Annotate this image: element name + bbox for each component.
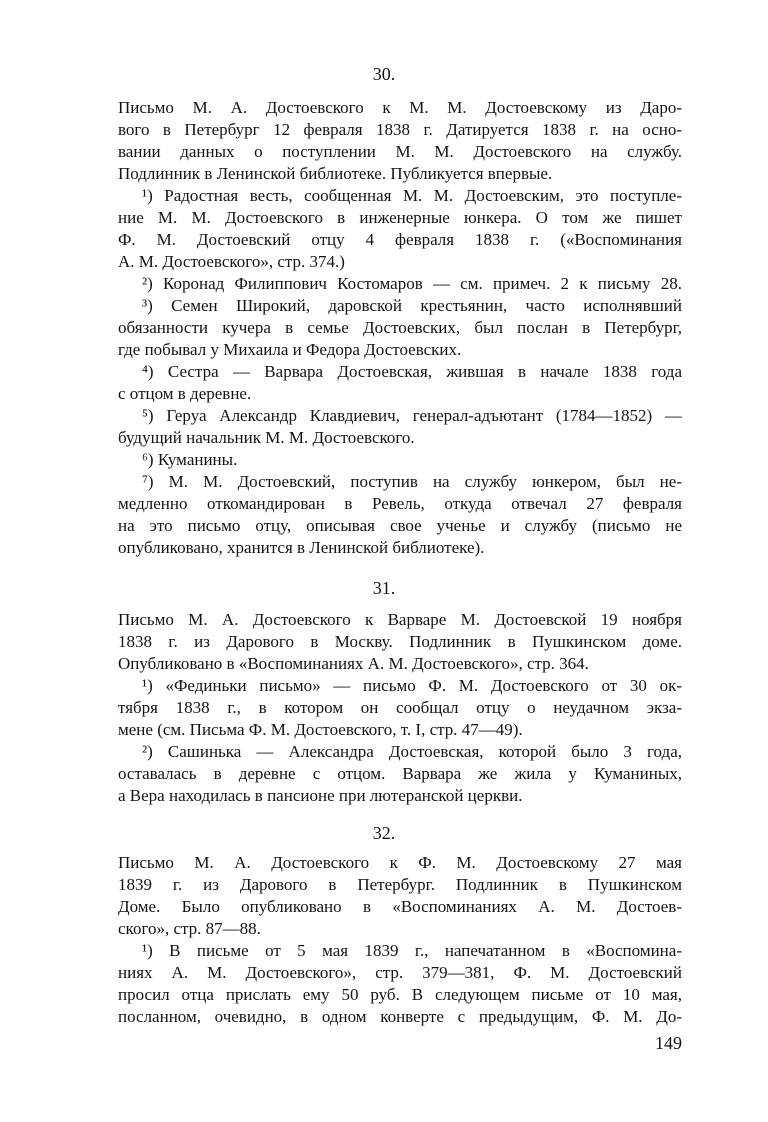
text-line: вого в Петербург 12 февраля 1838 г. Датируется 1838 г. на осно- [118, 120, 682, 139]
footnote-line: ²) Сашинька — Александра Достоевская, которой было 3 года, [142, 742, 682, 761]
text-line: 1838 г. из Дарового в Москву. Подлинник в Пушкинском доме. [118, 632, 682, 651]
footnote-line: ¹) В письме от 5 мая 1839 г., напечатанном в «Воспомина- [142, 941, 682, 960]
footnote-line: где побывал у Михаила и Федора Достоевских. [118, 340, 462, 359]
footnote-line: Ф. М. Достоевский отцу 4 февраля 1838 г. («Воспоминания [118, 230, 682, 249]
footnote-line: обязанности кучера в семье Достоевских, был послан в Петербург, [118, 318, 682, 337]
footnote-line: тября 1838 г., в котором он сообщал отцу о неудачном экза- [118, 698, 682, 717]
footnote-line: ²) Коронад Филиппович Костомаров — см. примеч. 2 к письму 28. [142, 274, 682, 293]
footnote-line: ниях А. М. Достоевского», стр. 379—381, Ф. М. Достоевский [118, 963, 682, 982]
footnote-line: ние М. М. Достоевского в инженерные юнкера. О том же пишет [118, 208, 682, 227]
footnote-line: ⁴) Сестра — Варвара Достоевская, жившая в начале 1838 года [142, 362, 682, 381]
text-line: вании данных о поступлении М. М. Достоевского на службу. [118, 142, 682, 161]
footnote-line: а Вера находилась в пансионе при лютеранской церкви. [118, 786, 523, 805]
footnote-line: ⁷) М. М. Достоевский, поступив на службу юнкером, был не- [142, 472, 682, 491]
text-line: ского», стр. 87—88. [118, 919, 261, 938]
section-heading-31: 31. [372, 578, 396, 598]
text-line: Подлинник в Ленинской библиотеке. Публикуется впервые. [118, 164, 553, 183]
footnote-line: мене (см. Письма Ф. М. Достоевского, т. I, стр. 47—49). [118, 720, 523, 739]
footnote-line: ⁵) Геруа Александр Клавдиевич, генерал-адъютант (1784—1852) — [142, 406, 682, 425]
footnote-line: просил отца прислать ему 50 руб. В следующем письме от 10 мая, [118, 985, 682, 1004]
text-line: Письмо М. А. Достоевского к Варваре М. Достоевской 19 ноября [118, 610, 682, 629]
text-line: Письмо М. А. Достоевского к М. М. Достоевскому из Даро- [118, 98, 682, 117]
text-line: Доме. Было опубликовано в «Воспоминаниях А. М. Достоев- [118, 897, 682, 916]
section-32-body [118, 852, 682, 1028]
footnote-line: будущий начальник М. М. Достоевского. [118, 428, 415, 447]
section-30-body [118, 97, 682, 559]
footnote-line: ⁶) Куманины. [142, 450, 238, 469]
footnote-line: ¹) «Фединьки письмо» — письмо Ф. М. Достоевского от 30 ок- [142, 676, 682, 695]
section-heading-30: 30. [372, 64, 396, 84]
footnote-line: А. М. Достоевского», стр. 374.) [118, 252, 345, 271]
footnote-line: на это письмо отцу, описывая свое ученье и службу (письмо не [118, 516, 682, 535]
footnote-line: опубликовано, хранится в Ленинской библиотеке). [118, 538, 485, 557]
footnote-line: ¹) Радостная весть, сообщенная М. М. Достоевским, это поступле- [142, 186, 682, 205]
footnote-line: медленно откомандирован в Ревель, откуда отвечал 27 февраля [118, 494, 682, 513]
footnote-line: ³) Семен Широкий, даровской крестьянин, часто исполнявший [142, 296, 682, 315]
footnote-line: с отцом в деревне. [118, 384, 252, 403]
text-line: Опубликовано в «Воспоминаниях А. М. Достоевского», стр. 364. [118, 654, 589, 673]
text-line: 1839 г. из Дарового в Петербург. Подлинник в Пушкинском [118, 875, 682, 894]
section-31-body [118, 609, 682, 807]
page-number: 149 [655, 1033, 682, 1053]
footnote-line: оставалась в деревне с отцом. Варвара же жила у Куманиных, [118, 764, 682, 783]
footnote-line: посланном, очевидно, в одном конверте с предыдущим, Ф. М. До- [118, 1007, 682, 1026]
section-heading-32: 32. [372, 823, 396, 843]
text-line: Письмо М. А. Достоевского к Ф. М. Достоевскому 27 мая [118, 853, 682, 872]
